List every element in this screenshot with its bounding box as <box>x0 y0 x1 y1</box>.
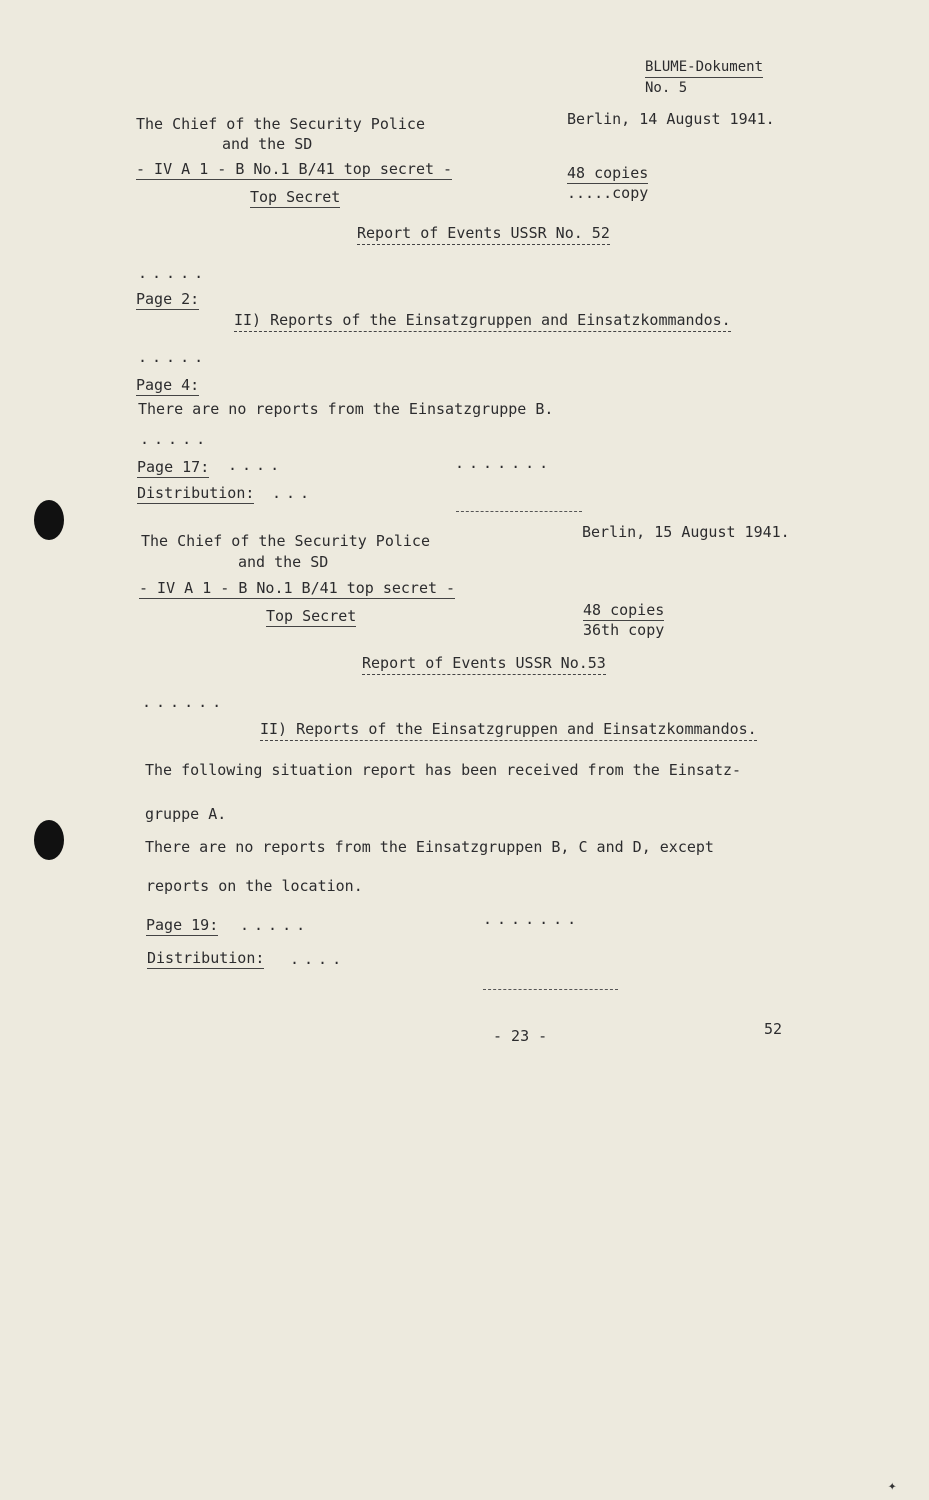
punch-hole <box>34 500 64 540</box>
body-text: There are no reports from the Einsatzgruppen B, C and D, except <box>145 838 714 856</box>
copy-number: .....copy <box>567 184 649 202</box>
document-label: BLUME-Dokument <box>645 58 763 78</box>
ellipsis: ..... <box>138 348 209 366</box>
copies-count: 48 copies <box>583 601 665 619</box>
body-text: reports on the location. <box>146 877 363 895</box>
separator-dots: ....... <box>483 910 582 928</box>
copies-count: 48 copies <box>567 164 649 182</box>
ellipsis: ..... <box>138 264 209 282</box>
punch-hole <box>34 820 64 860</box>
distribution-dots: .... <box>290 950 347 968</box>
sender-line-2: and the SD <box>238 553 329 571</box>
folio-number: 52 <box>764 1020 783 1038</box>
page-reference: Page 19: <box>146 916 219 934</box>
sender-line-1: The Chief of the Security Police <box>136 115 425 133</box>
report-title: Report of Events USSR No. 52 <box>357 224 610 245</box>
sender-line-1: The Chief of the Security Police <box>141 532 430 550</box>
reference-line: - IV A 1 - B No.1 B/41 top secret - <box>139 579 456 597</box>
distribution-dots: ... <box>272 484 315 502</box>
page-reference: Page 2: <box>136 290 200 308</box>
page-reference: Page 4: <box>136 376 200 394</box>
separator-dots: ....... <box>455 454 554 472</box>
page-reference: Page 17: <box>137 458 210 476</box>
body-text: gruppe A. <box>145 805 227 823</box>
report-date: Berlin, 15 August 1941. <box>582 523 790 541</box>
copy-number: 36th copy <box>583 621 665 639</box>
report-title: Report of Events USSR No.53 <box>362 654 606 675</box>
body-text: There are no reports from the Einsatzgruppe B. <box>138 400 554 418</box>
ellipsis: ...... <box>142 693 227 711</box>
page-dots: ..... <box>240 916 311 934</box>
section-heading: II) Reports of the Einsatzgruppen and Einsatzkommandos. <box>234 311 731 332</box>
classification: Top Secret <box>266 607 357 625</box>
corner-mark: ✦ <box>888 1478 897 1494</box>
report-date: Berlin, 14 August 1941. <box>567 110 775 128</box>
body-text: The following situation report has been received from the Einsatz- <box>145 761 742 779</box>
classification: Top Secret <box>250 188 341 206</box>
section-heading: II) Reports of the Einsatzgruppen and Einsatzkommandos. <box>260 720 757 741</box>
separator-rule <box>483 989 618 990</box>
reference-line: - IV A 1 - B No.1 B/41 top secret - <box>136 160 453 178</box>
page-number: - 23 - <box>493 1027 548 1045</box>
ellipsis: ..... <box>140 430 211 448</box>
sender-line-2: and the SD <box>222 135 313 153</box>
page-dots: .... <box>228 456 285 474</box>
distribution-label: Distribution: <box>137 484 255 502</box>
distribution-label: Distribution: <box>147 949 265 967</box>
separator-rule <box>456 511 582 512</box>
document-number: No. 5 <box>645 80 688 96</box>
